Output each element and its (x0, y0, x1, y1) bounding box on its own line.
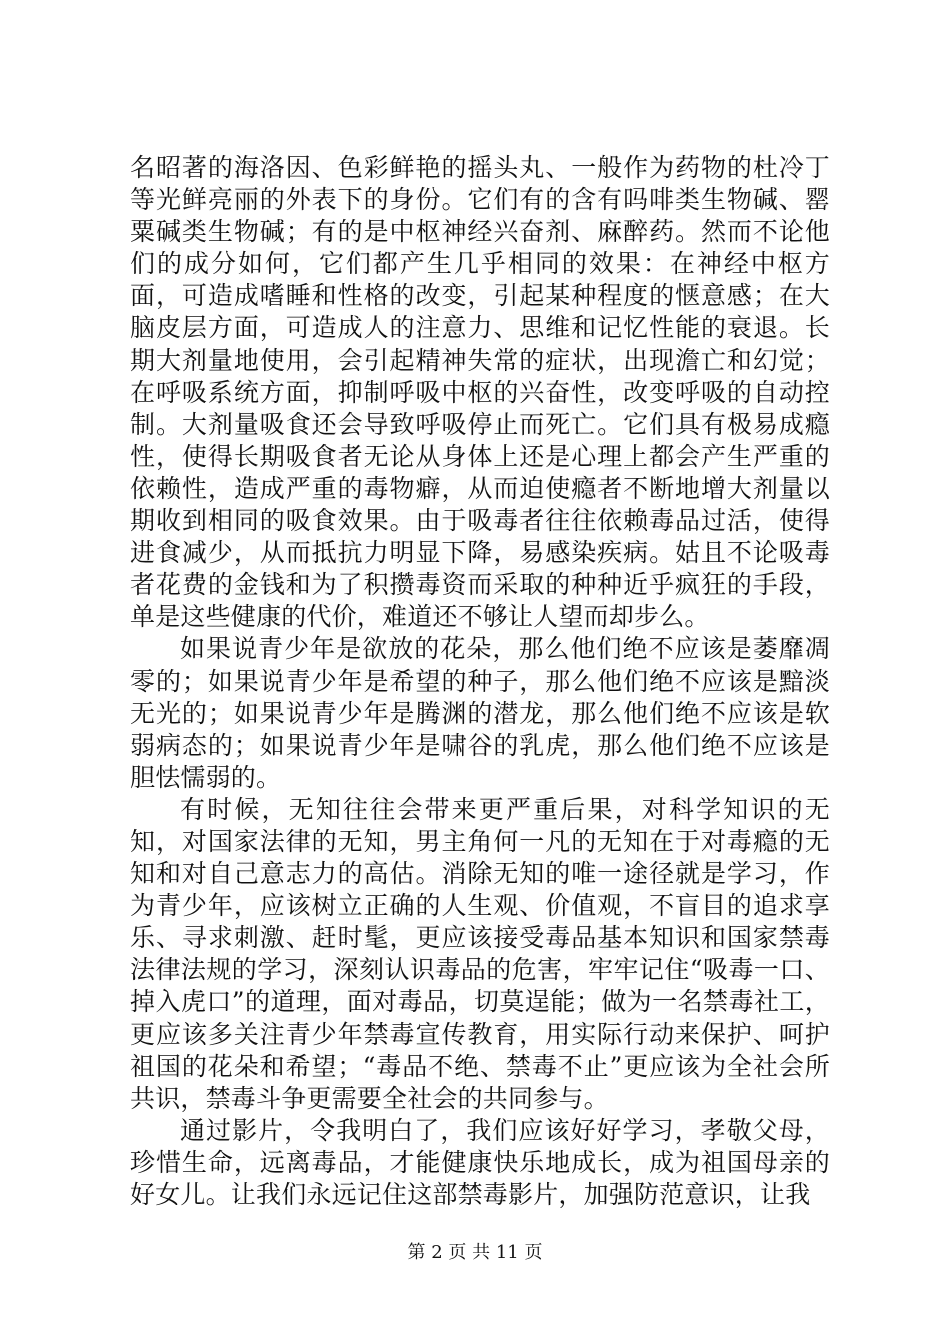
page-footer: 第 2 页 共 11 页 (407, 1242, 543, 1263)
paragraph-1: 名昭著的海洛因、色彩鲜艳的摇头丸、一般作为药物的杜冷丁等光鲜亮丽的外表下的身份。它们有的含有吗啡类生物碱、罂粟碱类生物碱；有的是中枢神经兴奋剂、麻醉药。然而不论他们的成分如何，它们都产生几乎相同的效果：在神经中枢方面，可造成嗜睡和性格的改变，引起某种程度的惬意感；在大脑皮层方面，可造成人的注意力、思维和记忆性能的衰退。长期大剂量地使用，会引起精神失常的症状，出现澹亡和幻觉；在呼吸系统方面，抑制呼吸中枢的兴奋性，改变呼吸的自动控制。大剂量吸食还会导致呼吸停止而死亡。它们具有极易成瘾性，使得长期吸食者无论从身体上还是心理上都会产生严重的依赖性，造成严重的毒物癖，从而迫使瘾者不断地增大剂量以期收到相同的吸食效果。由于吸毒者往往依赖毒品过活，使得进食减少，从而抵抗力明显下降，易感染疾病。姑且不论吸毒者花费的金钱和为了积攒毒资而采取的种种近乎疯狂的手段，单是这些健康的代价，难道还不够让人望而却步么。 (130, 153, 830, 632)
paragraph-4: 通过影片，令我明白了，我们应该好好学习，孝敬父母，珍惜生命，远离毒品，才能健康快乐地成长，成为祖国母亲的好女儿。让我们永远记住这部禁毒影片，加强防范意识，让我 (130, 1115, 830, 1209)
paragraph-3: 有时候，无知往往会带来更严重后果，对科学知识的无知，对国家法律的无知，男主角何一凡的无知在于对毒瘾的无知和对自己意志力的高估。消除无知的唯一途径就是学习，作为青少年，应该树立正确的人生观、价值观，不盲目的追求享乐、寻求刺激、赶时髦，更应该接受毒品基本知识和国家禁毒法律法规的学习，深刻认识毒品的危害，牢牢记住“吸毒一口、掉入虎口”的道理，面对毒品，切莫逞能；做为一名禁毒社工，更应该多关注青少年禁毒宣传教育，用实际行动来保护、呵护祖国的花朵和希望；“毒品不绝、禁毒不止”更应该为全社会所共识，禁毒斗争更需要全社会的共同参与。 (130, 794, 830, 1113)
body-text (130, 152, 830, 1211)
paragraph-2: 如果说青少年是欲放的花朵，那么他们绝不应该是萎靡凋零的；如果说青少年是希望的种子，那么他们绝不应该是黯淡无光的；如果说青少年是腾渊的潜龙，那么他们绝不应该是软弱病态的；如果说青少年是啸谷的乳虎，那么他们绝不应该是胆怯懦弱的。 (130, 634, 830, 792)
